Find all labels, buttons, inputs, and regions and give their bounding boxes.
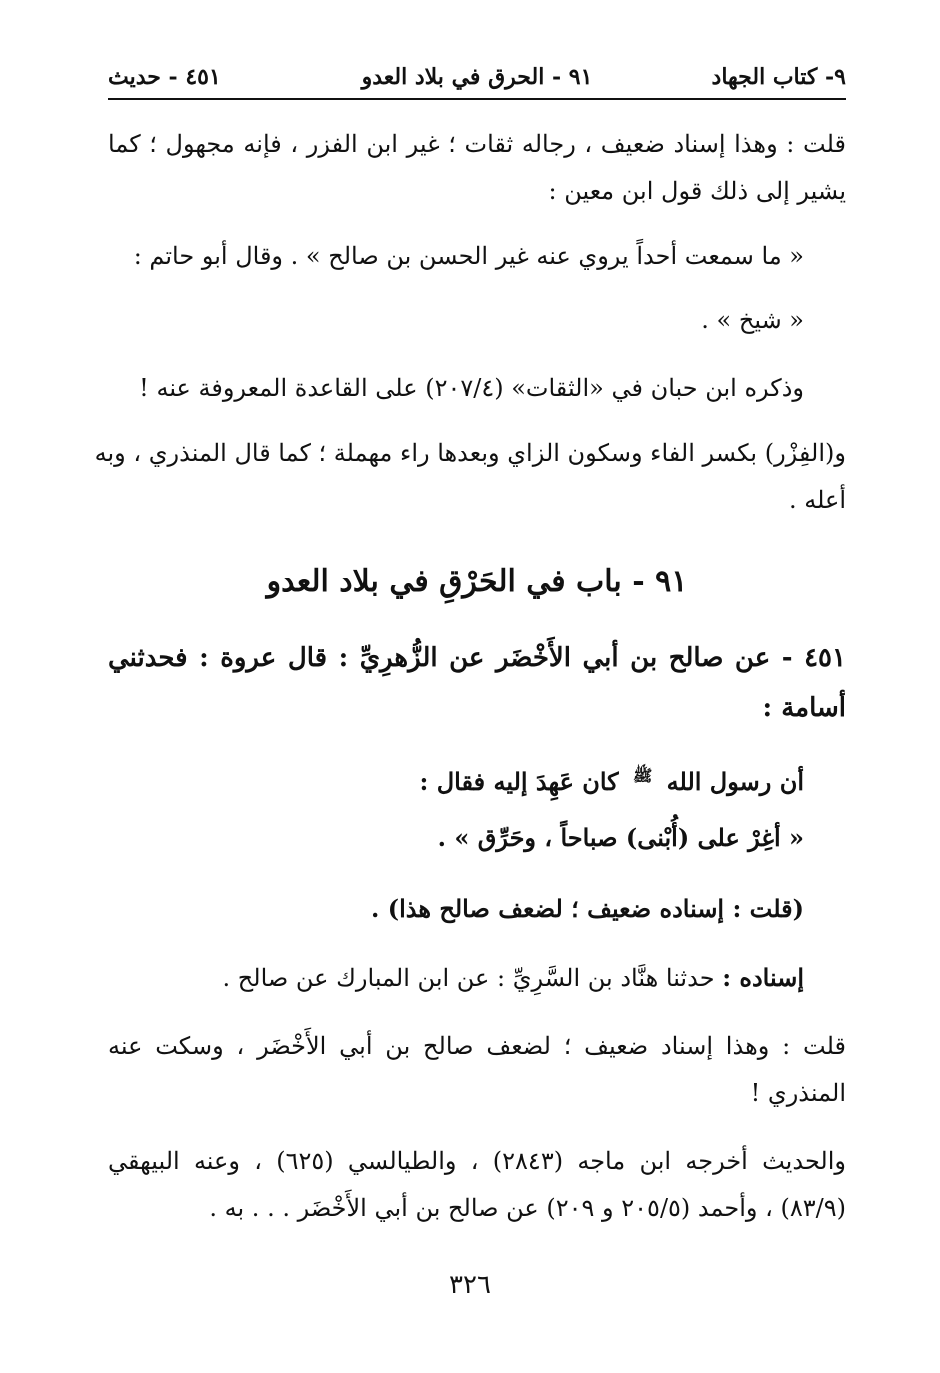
running-header — [108, 58, 846, 100]
header-hadith-number: ٤٥١ - حديث — [108, 64, 221, 90]
paragraph-line: قلت : وهذا إسناد ضعيف ، رجاله ثقات ؛ غير ابن الفزر ، فإنه مجهول ؛ كما — [108, 130, 846, 158]
hadith-line: « أغِرْ على (أُبْنى) صباحاً ، وحَرِّق » . — [437, 823, 804, 852]
paragraph-line: و(الفِزْر) بكسر الفاء وسكون الزاي وبعدها راء مهملة ؛ كما قال المنذري ، وبه — [94, 439, 846, 467]
isnad-label: إسناده : — [722, 963, 804, 992]
chapter-heading: ٩١ - باب في الحَرْقِ في بلاد العدو — [266, 564, 688, 599]
hadith-line: أسامة : — [762, 693, 846, 723]
commentary-line: (٨٣/٩) ، وأحمد (٢٠٥/٥ و ٢٠٩) عن صالح بن أبي الأَخْضَر . . . به . — [209, 1194, 846, 1222]
grading-line: (قلت : إسناده ضعيف ؛ لضعف صالح هذا) . — [371, 894, 804, 923]
quote-line: « ما سمعت أحداً يروي عنه غير الحسن بن صالح » . وقال أبو حاتم : — [133, 242, 804, 270]
page-number: ٣٢٦ — [449, 1270, 491, 1300]
paragraph-line: وذكره ابن حبان في «الثقات» (٢٠٧/٤) على القاعدة المعروفة عنه ! — [139, 374, 804, 402]
paragraph-line: أعله . — [788, 486, 846, 514]
salawat-glyph: ﷺ — [632, 766, 653, 785]
quote-line: « شيخ » . — [701, 306, 804, 334]
paragraph-line: يشير إلى ذلك قول ابن معين : — [548, 177, 846, 205]
commentary-line: المنذري ! — [750, 1079, 846, 1107]
hadith-line — [420, 760, 804, 798]
commentary-line: قلت : وهذا إسناد ضعيف ؛ لضعف صالح بن أبي الأَخْضَر ، وسكت عنه — [108, 1032, 846, 1060]
hadith-text: أن رسول الله — [666, 767, 804, 796]
hadith-line: ٤٥١ - عن صالح بن أبي الأَخْضَر عن الزُّهرِيِّ : قال عروة : فحدثني — [108, 643, 846, 673]
commentary-line: والحديث أخرجه ابن ماجه (٢٨٤٣) ، والطيالسي (٦٢٥) ، وعنه البيهقي — [108, 1147, 847, 1175]
header-book-title: ٩- كتاب الجهاد — [711, 64, 846, 90]
header-chapter-title: ٩١ - الحرق في بلاد العدو — [361, 64, 593, 90]
isnad-text: حدثنا هنَّاد بن السَّرِيِّ : عن ابن المبارك عن صالح . — [222, 964, 715, 992]
isnad-line — [223, 962, 804, 994]
hadith-text: كان عَهِدَ إليه فقال : — [419, 767, 619, 796]
